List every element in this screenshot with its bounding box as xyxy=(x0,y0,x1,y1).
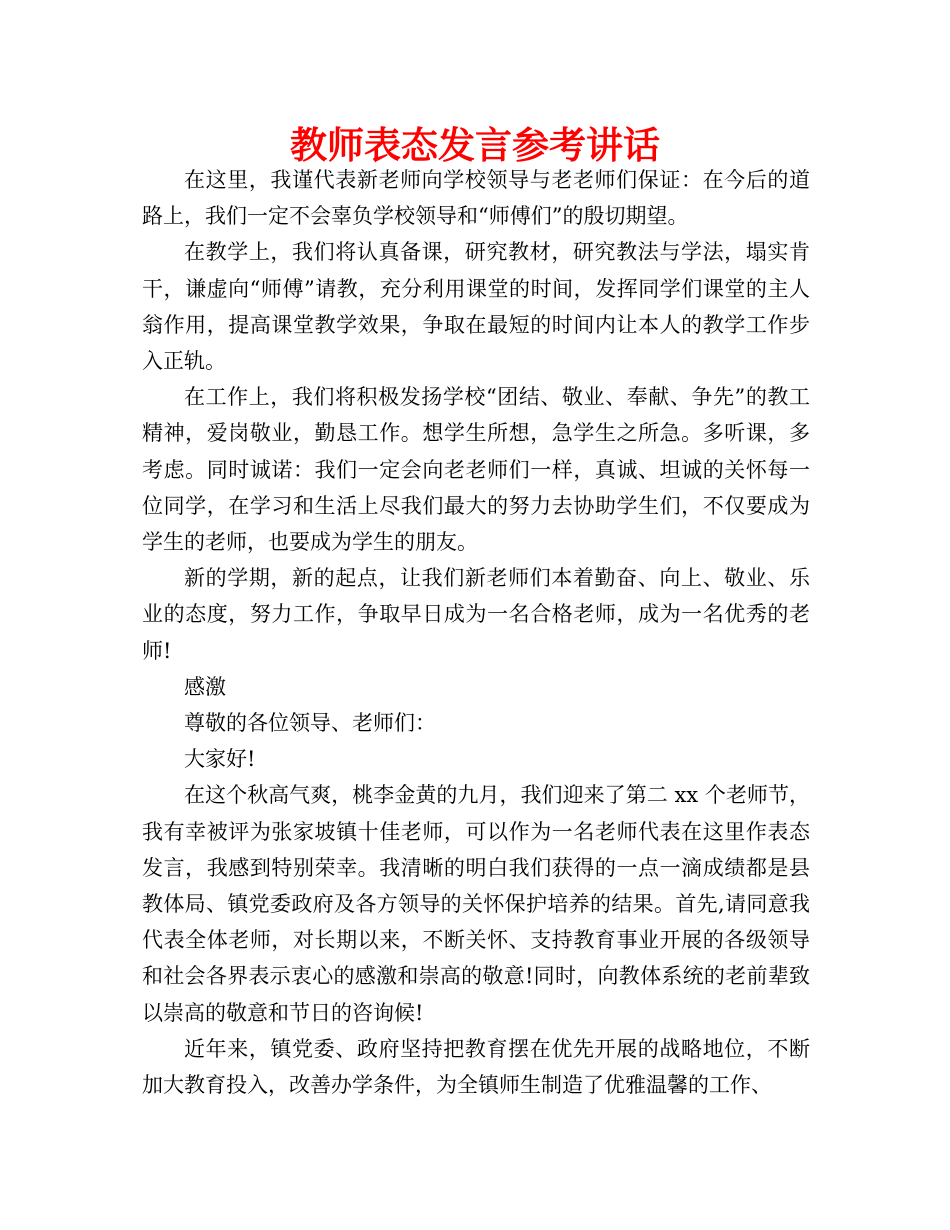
greeting: 大家好! xyxy=(184,747,256,772)
salutation: 尊敬的各位领导、老师们： xyxy=(184,711,436,736)
paragraph: 近年来，镇党委、政府坚持把教育摆在优先开展的战略地位，不断加大教育投入，改善办学条件，为全镇师生制造了优雅温馨的工作、 xyxy=(142,1036,810,1098)
document-title: 教师表态发言参考讲话 xyxy=(290,124,660,167)
paragraph: 在这里，我谨代表新老师向学校领导与老老师们保证：在今后的道路上，我们一定不会辜负学校领导和“师傅们”的殷切期望。 xyxy=(142,168,810,229)
paragraph: 感激 xyxy=(184,674,226,699)
paragraph: 在工作上，我们将积极发扬学校“团结、敬业、奉献、争先”的教工精神，爱岗敬业，勤恳工作。想学生所想，急学生之所急。多听课，多考虑。同时诚诺：我们一定会向老老师们一样，真诚、坦诚的关怀每一位同学，在学习和生活上尽我们最大的努力去协助学生们，不仅要成为学生的老师，也要成为学生的朋友。 xyxy=(142,385,810,555)
paragraph: 在这个秋高气爽，桃李金黄的九月，我们迎来了第二 xx 个老师节，我有幸被评为张家坡镇十佳老师，可以作为一名老师代表在这里作表态发言，我感到特别荣幸。我清晰的明白我们获得的一点一滴成绩都是县教体局、镇党委政府及各方领导的关怀保护培养的结果。首先,请同意我代表全体老师，对长期以来，不断关怀、支持教育事业开展的各级领导和社会各界表示衷心的感激和崇高的敬意!同时，向教体系统的老前辈致以崇高的敬意和节日的咨询候! xyxy=(142,783,810,1025)
paragraph: 在教学上，我们将认真备课，研究教材，研究教法与学法，塌实肯干，谦虚向“师傅”请教，充分利用课堂的时间，发挥同学们课堂的主人翁作用，提高课堂教学效果，争取在最短的时间内让本人的教学工作步入正轨。 xyxy=(142,240,810,374)
paragraph: 新的学期，新的起点，让我们新老师们本着勤奋、向上、敬业、乐业的态度，努力工作，争取早日成为一名合格老师，成为一名优秀的老师! xyxy=(142,566,810,663)
document-body xyxy=(142,162,810,1103)
